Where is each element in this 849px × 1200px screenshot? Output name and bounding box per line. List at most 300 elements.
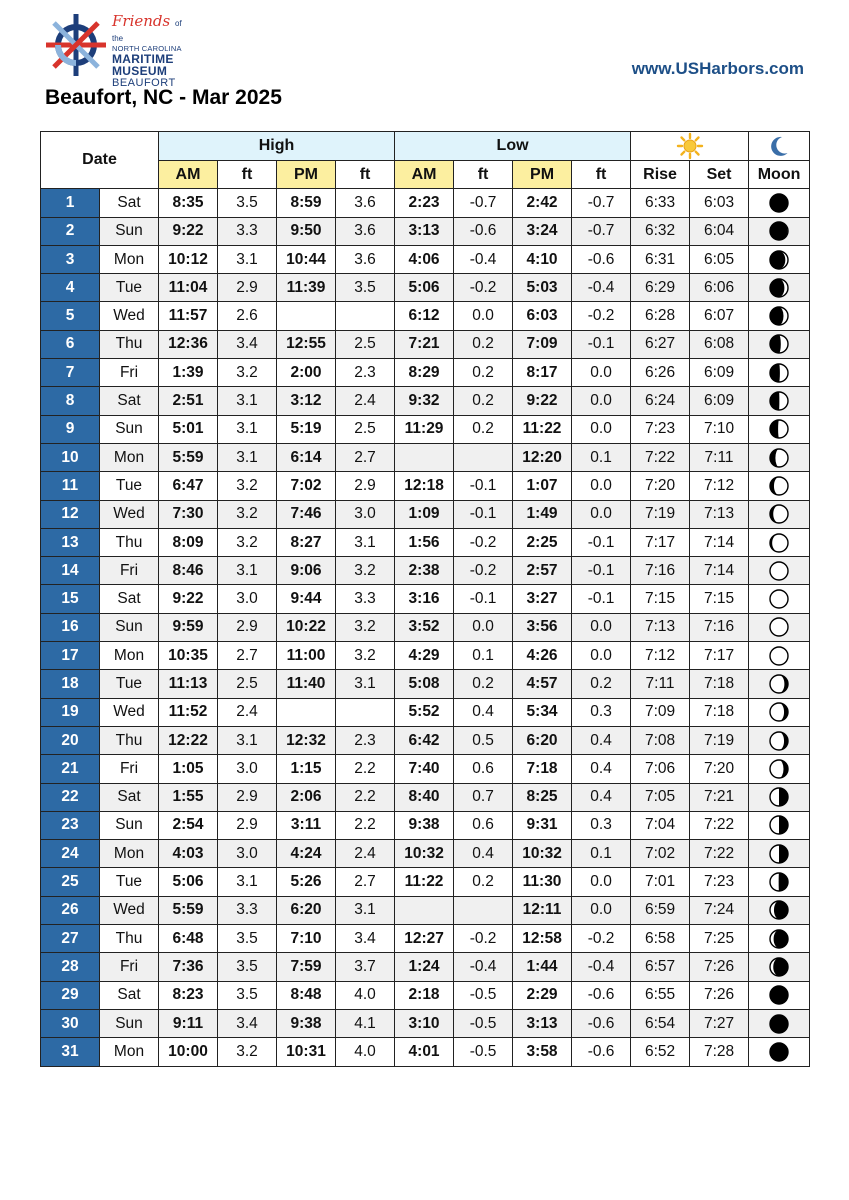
high-pm-height [336, 302, 395, 330]
table-row [41, 217, 810, 245]
high-am-time: 1:05 [159, 755, 218, 783]
high-am-time: 1:55 [159, 783, 218, 811]
low-am-time: 2:18 [395, 981, 454, 1009]
moon-phase-cell [749, 302, 810, 330]
low-pm-height: -0.7 [572, 217, 631, 245]
high-pm-time: 11:40 [277, 670, 336, 698]
table-row [41, 783, 810, 811]
table-row [41, 670, 810, 698]
table-row [41, 472, 810, 500]
date-number: 15 [41, 585, 100, 613]
high-am-height: 3.4 [218, 330, 277, 358]
day-of-week: Sat [100, 783, 159, 811]
low-pm-time: 3:27 [513, 585, 572, 613]
date-number: 24 [41, 840, 100, 868]
low-pm-height: 0.4 [572, 726, 631, 754]
sun-icon [676, 132, 704, 160]
high-am-time: 10:35 [159, 642, 218, 670]
high-am-time: 4:03 [159, 840, 218, 868]
sunrise-time: 6:28 [631, 302, 690, 330]
moon-phase-cell [749, 811, 810, 839]
low-pm-height: -0.1 [572, 557, 631, 585]
low-am-height: -0.4 [454, 245, 513, 273]
moon-phase-icon [769, 985, 789, 1005]
day-of-week: Tue [100, 868, 159, 896]
moon-phase-cell [749, 415, 810, 443]
high-pm-time [277, 698, 336, 726]
day-of-week: Mon [100, 840, 159, 868]
moon-phase-icon [769, 617, 789, 637]
high-pm-time: 6:14 [277, 443, 336, 471]
sunset-header: Set [690, 161, 749, 189]
day-of-week: Thu [100, 330, 159, 358]
page-title: Beaufort, NC - Mar 2025 [45, 86, 282, 109]
high-pm-height: 2.7 [336, 443, 395, 471]
sunset-time: 7:14 [690, 557, 749, 585]
high-am-height: 3.1 [218, 387, 277, 415]
low-pm-height: -0.6 [572, 1009, 631, 1037]
high-pm-height: 3.1 [336, 528, 395, 556]
sunrise-time: 7:02 [631, 840, 690, 868]
high-am-height: 3.2 [218, 472, 277, 500]
logo-friends: Friends [112, 12, 171, 30]
high-pm-time: 5:26 [277, 868, 336, 896]
high-am-height: 3.1 [218, 557, 277, 585]
sunset-time: 7:26 [690, 981, 749, 1009]
day-of-week: Sat [100, 387, 159, 415]
low-am-time: 4:29 [395, 642, 454, 670]
low-am-time: 6:12 [395, 302, 454, 330]
low-am-time: 1:56 [395, 528, 454, 556]
low-pm-time: 2:25 [513, 528, 572, 556]
table-row [41, 642, 810, 670]
high-am-header: AM [159, 161, 218, 189]
high-am-height: 3.4 [218, 1009, 277, 1037]
low-am-time [395, 896, 454, 924]
moon-phase-icon [769, 731, 789, 751]
table-row [41, 698, 810, 726]
low-am-height: -0.2 [454, 557, 513, 585]
low-pm-height: -0.2 [572, 925, 631, 953]
high-am-time: 5:06 [159, 868, 218, 896]
moon-phase-cell [749, 953, 810, 981]
date-number: 21 [41, 755, 100, 783]
sunrise-time: 6:26 [631, 359, 690, 387]
moon-phase-icon [769, 646, 789, 666]
low-pm-time: 1:44 [513, 953, 572, 981]
high-am-height: 3.2 [218, 500, 277, 528]
high-pm-height: 4.1 [336, 1009, 395, 1037]
low-pm-height: 0.0 [572, 387, 631, 415]
day-of-week: Sun [100, 415, 159, 443]
low-am-height: 0.2 [454, 330, 513, 358]
low-am-height [454, 443, 513, 471]
high-pm-time: 2:06 [277, 783, 336, 811]
website-link[interactable]: www.USHarbors.com [631, 59, 804, 78]
low-am-height: -0.7 [454, 189, 513, 217]
moon-phase-cell [749, 217, 810, 245]
moon-phase-cell [749, 500, 810, 528]
moon-phase-cell [749, 472, 810, 500]
low-pm-time: 2:29 [513, 981, 572, 1009]
sunrise-time: 7:19 [631, 500, 690, 528]
table-row [41, 840, 810, 868]
low-am-height: 0.7 [454, 783, 513, 811]
moon-phase-cell [749, 613, 810, 641]
table-row [41, 585, 810, 613]
table-row [41, 981, 810, 1009]
sunrise-time: 7:01 [631, 868, 690, 896]
low-am-time: 11:22 [395, 868, 454, 896]
low-pm-time: 4:26 [513, 642, 572, 670]
high-am-time: 10:12 [159, 245, 218, 273]
sunset-time: 7:10 [690, 415, 749, 443]
high-pm-height: 3.6 [336, 189, 395, 217]
low-pm-height: -0.6 [572, 245, 631, 273]
high-pm-height: 3.4 [336, 925, 395, 953]
high-pm-time: 6:20 [277, 896, 336, 924]
high-pm-time: 3:12 [277, 387, 336, 415]
moon-phase-icon [769, 844, 789, 864]
sunset-time: 7:26 [690, 953, 749, 981]
low-am-time: 5:52 [395, 698, 454, 726]
table-row [41, 245, 810, 273]
high-pm-height: 2.4 [336, 387, 395, 415]
day-of-week: Wed [100, 698, 159, 726]
table-row [41, 613, 810, 641]
sunrise-time: 7:11 [631, 670, 690, 698]
day-of-week: Tue [100, 472, 159, 500]
sunrise-time: 7:06 [631, 755, 690, 783]
high-am-height: 3.5 [218, 981, 277, 1009]
sunset-time: 7:24 [690, 896, 749, 924]
day-of-week: Sun [100, 217, 159, 245]
date-number: 31 [41, 1038, 100, 1066]
high-pm-time: 12:55 [277, 330, 336, 358]
moon-phase-icon [769, 221, 789, 241]
sunrise-time: 6:27 [631, 330, 690, 358]
moon-phase-cell [749, 585, 810, 613]
moon-phase-cell [749, 387, 810, 415]
date-number: 8 [41, 387, 100, 415]
low-pm-time: 8:25 [513, 783, 572, 811]
day-of-week: Thu [100, 528, 159, 556]
low-pm-time: 6:20 [513, 726, 572, 754]
sunset-time: 6:07 [690, 302, 749, 330]
low-am-time: 2:38 [395, 557, 454, 585]
moon-phase-cell [749, 330, 810, 358]
low-pm-time: 11:30 [513, 868, 572, 896]
high-am-height: 2.9 [218, 811, 277, 839]
table-row [41, 443, 810, 471]
high-am-time: 6:47 [159, 472, 218, 500]
logo-town: BEAUFORT [112, 76, 176, 89]
table-row [41, 896, 810, 924]
date-number: 10 [41, 443, 100, 471]
logo-maritime: MARITIME [112, 51, 174, 66]
low-pm-time: 7:09 [513, 330, 572, 358]
table-row [41, 868, 810, 896]
low-pm-height: 0.0 [572, 359, 631, 387]
low-am-height: 0.2 [454, 868, 513, 896]
moon-phase-icon [769, 1014, 789, 1034]
low-am-height: 0.4 [454, 698, 513, 726]
high-pm-height [336, 698, 395, 726]
sunset-time: 6:04 [690, 217, 749, 245]
date-number: 16 [41, 613, 100, 641]
sunset-time: 6:09 [690, 387, 749, 415]
sunrise-time: 7:05 [631, 783, 690, 811]
moon-phase-cell [749, 896, 810, 924]
low-pm-height: 0.0 [572, 472, 631, 500]
low-pm-height: -0.1 [572, 528, 631, 556]
table-row [41, 557, 810, 585]
low-pm-time: 8:17 [513, 359, 572, 387]
high-pm-height: 2.3 [336, 726, 395, 754]
high-am-height: 3.3 [218, 217, 277, 245]
logo-museum: MUSEUM [112, 63, 168, 78]
moon-phase-icon [769, 363, 789, 383]
day-of-week: Sat [100, 585, 159, 613]
low-am-ft-header: ft [454, 161, 513, 189]
sunrise-time: 6:32 [631, 217, 690, 245]
tide-table-body [41, 189, 810, 1066]
low-am-time: 12:18 [395, 472, 454, 500]
table-row [41, 274, 810, 302]
low-pm-height: 0.0 [572, 415, 631, 443]
sunrise-time: 6:52 [631, 1038, 690, 1066]
high-pm-height: 4.0 [336, 981, 395, 1009]
table-row [41, 415, 810, 443]
low-pm-time: 7:18 [513, 755, 572, 783]
date-number: 13 [41, 528, 100, 556]
date-number: 14 [41, 557, 100, 585]
high-am-time: 8:23 [159, 981, 218, 1009]
low-pm-height: 0.3 [572, 698, 631, 726]
moon-phase-icon [769, 533, 789, 553]
sunrise-time: 6:59 [631, 896, 690, 924]
sunset-time: 6:08 [690, 330, 749, 358]
high-am-time: 10:00 [159, 1038, 218, 1066]
low-pm-time: 1:07 [513, 472, 572, 500]
sunrise-time: 6:58 [631, 925, 690, 953]
low-am-time: 4:06 [395, 245, 454, 273]
high-pm-height: 3.2 [336, 642, 395, 670]
moon-phase-icon [769, 193, 789, 213]
day-of-week: Mon [100, 245, 159, 273]
high-am-height: 2.7 [218, 642, 277, 670]
high-pm-time: 8:48 [277, 981, 336, 1009]
high-am-height: 2.9 [218, 783, 277, 811]
ship-wheel-icon [44, 10, 114, 84]
table-row [41, 925, 810, 953]
high-pm-time: 9:44 [277, 585, 336, 613]
low-am-height: 0.2 [454, 415, 513, 443]
moon-phase-icon [769, 419, 789, 439]
low-pm-time: 3:24 [513, 217, 572, 245]
high-am-time: 7:30 [159, 500, 218, 528]
low-am-height: 0.6 [454, 755, 513, 783]
low-am-time: 4:01 [395, 1038, 454, 1066]
high-pm-time: 10:44 [277, 245, 336, 273]
day-of-week: Tue [100, 274, 159, 302]
low-am-time: 5:06 [395, 274, 454, 302]
high-am-time: 9:11 [159, 1009, 218, 1037]
low-am-time: 7:40 [395, 755, 454, 783]
low-am-height: -0.2 [454, 274, 513, 302]
date-number: 19 [41, 698, 100, 726]
day-of-week: Wed [100, 896, 159, 924]
high-am-height: 3.5 [218, 189, 277, 217]
low-pm-time: 5:34 [513, 698, 572, 726]
high-am-time: 11:57 [159, 302, 218, 330]
high-am-time: 8:35 [159, 189, 218, 217]
low-pm-time: 12:11 [513, 896, 572, 924]
low-am-height: 0.2 [454, 387, 513, 415]
high-am-time: 5:59 [159, 896, 218, 924]
sunset-time: 7:23 [690, 868, 749, 896]
low-pm-time: 9:22 [513, 387, 572, 415]
sunset-time: 7:15 [690, 585, 749, 613]
sunrise-time: 7:22 [631, 443, 690, 471]
moon-phase-icon [769, 929, 789, 949]
sunset-time: 7:22 [690, 840, 749, 868]
low-am-time: 1:09 [395, 500, 454, 528]
high-am-time: 7:36 [159, 953, 218, 981]
sunset-time: 7:28 [690, 1038, 749, 1066]
high-am-time: 9:22 [159, 585, 218, 613]
low-am-height: 0.2 [454, 670, 513, 698]
low-am-height: -0.5 [454, 1038, 513, 1066]
moon-phase-cell [749, 698, 810, 726]
high-pm-time: 7:02 [277, 472, 336, 500]
low-pm-height: 0.0 [572, 642, 631, 670]
high-am-time: 5:01 [159, 415, 218, 443]
date-number: 12 [41, 500, 100, 528]
high-am-height: 3.5 [218, 953, 277, 981]
date-number: 5 [41, 302, 100, 330]
moon-phase-cell [749, 726, 810, 754]
table-row [41, 528, 810, 556]
moon-header: Moon [749, 161, 810, 189]
day-of-week: Sat [100, 189, 159, 217]
sunset-time: 7:17 [690, 642, 749, 670]
low-am-height: -0.2 [454, 528, 513, 556]
sunrise-time: 6:29 [631, 274, 690, 302]
low-am-time: 3:52 [395, 613, 454, 641]
high-pm-time [277, 302, 336, 330]
moon-phase-cell [749, 189, 810, 217]
high-am-height: 3.1 [218, 245, 277, 273]
sunset-time: 6:09 [690, 359, 749, 387]
sunrise-time: 6:24 [631, 387, 690, 415]
date-number: 29 [41, 981, 100, 1009]
high-pm-time: 11:00 [277, 642, 336, 670]
low-pm-time: 3:13 [513, 1009, 572, 1037]
high-pm-height: 3.2 [336, 613, 395, 641]
low-pm-height: 0.2 [572, 670, 631, 698]
high-am-time: 11:04 [159, 274, 218, 302]
moon-phase-icon [769, 250, 789, 270]
low-pm-time: 4:57 [513, 670, 572, 698]
moon-phase-cell [749, 840, 810, 868]
low-pm-height: -0.2 [572, 302, 631, 330]
moon-phase-cell [749, 925, 810, 953]
moon-phase-cell [749, 868, 810, 896]
high-pm-height: 2.5 [336, 330, 395, 358]
moon-phase-cell [749, 642, 810, 670]
low-pm-time: 4:10 [513, 245, 572, 273]
sunrise-time: 6:33 [631, 189, 690, 217]
sunset-time: 7:18 [690, 670, 749, 698]
sunrise-time: 7:08 [631, 726, 690, 754]
sunrise-time: 7:15 [631, 585, 690, 613]
high-pm-time: 7:46 [277, 500, 336, 528]
table-row [41, 755, 810, 783]
sunrise-time: 7:13 [631, 613, 690, 641]
high-pm-ft-header: ft [336, 161, 395, 189]
day-of-week: Fri [100, 557, 159, 585]
low-pm-time: 9:31 [513, 811, 572, 839]
low-pm-time: 5:03 [513, 274, 572, 302]
high-am-height: 3.1 [218, 415, 277, 443]
high-am-time: 2:51 [159, 387, 218, 415]
moon-phase-icon [769, 957, 789, 977]
low-pm-height: 0.1 [572, 840, 631, 868]
crescent-moon-icon [767, 134, 791, 158]
table-row [41, 330, 810, 358]
high-pm-time: 5:19 [277, 415, 336, 443]
date-number: 9 [41, 415, 100, 443]
low-pm-height: 0.0 [572, 613, 631, 641]
high-pm-height: 4.0 [336, 1038, 395, 1066]
high-am-time: 8:09 [159, 528, 218, 556]
high-am-time: 11:52 [159, 698, 218, 726]
moon-phase-icon [769, 787, 789, 807]
high-am-height: 2.5 [218, 670, 277, 698]
day-of-week: Wed [100, 500, 159, 528]
low-am-height: 0.5 [454, 726, 513, 754]
sun-header [631, 132, 749, 161]
high-pm-height: 2.2 [336, 783, 395, 811]
low-pm-time: 3:56 [513, 613, 572, 641]
low-am-time: 8:29 [395, 359, 454, 387]
moon-phase-icon [769, 476, 789, 496]
sunset-time: 7:16 [690, 613, 749, 641]
high-am-time: 12:36 [159, 330, 218, 358]
high-pm-time: 9:06 [277, 557, 336, 585]
date-number: 1 [41, 189, 100, 217]
low-pm-time: 2:42 [513, 189, 572, 217]
low-am-height: -0.1 [454, 500, 513, 528]
low-am-time: 3:13 [395, 217, 454, 245]
moon-phase-cell [749, 245, 810, 273]
sunrise-time: 7:17 [631, 528, 690, 556]
sunrise-time: 6:31 [631, 245, 690, 273]
low-pm-height: 0.0 [572, 896, 631, 924]
low-am-time: 12:27 [395, 925, 454, 953]
moon-phase-cell [749, 1009, 810, 1037]
tide-table [40, 131, 810, 1067]
low-am-height: 0.1 [454, 642, 513, 670]
moon-phase-icon [769, 674, 789, 694]
table-row [41, 726, 810, 754]
high-am-time: 12:22 [159, 726, 218, 754]
low-header: Low [395, 132, 631, 161]
high-am-time: 2:54 [159, 811, 218, 839]
day-of-week: Mon [100, 1038, 159, 1066]
low-pm-height: 0.0 [572, 500, 631, 528]
